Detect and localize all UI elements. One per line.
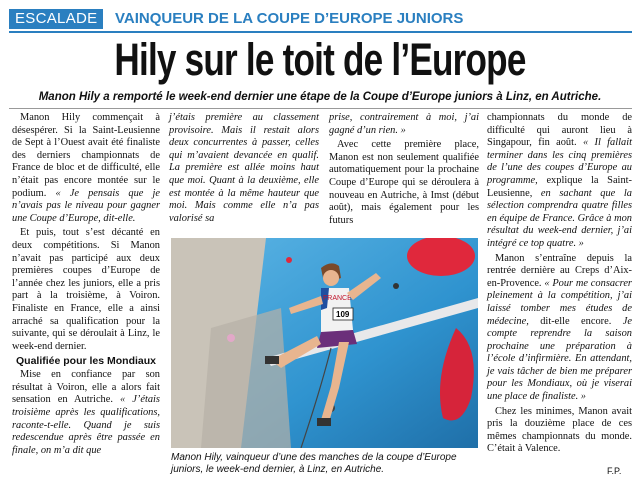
hold (227, 334, 235, 342)
right-shoe (317, 418, 331, 426)
section-header (9, 9, 632, 33)
photo-caption: Manon Hily, vainqueur d’une des manches de la coupe d’Europe juniors, le week-end dernier, à Linz, en Autriche. (171, 452, 457, 475)
headline: Hily sur le toit de l’Europe (114, 34, 526, 85)
head (323, 270, 339, 286)
climbing-photo (171, 238, 478, 448)
bib-number: 109 (336, 310, 350, 319)
hold (286, 257, 292, 263)
paragraph: Manon Hily commençait à désespérer. Si la Saint-Leusienne de Sept à l’Ouest avait été finaliste des derniers championnats de France de bloc et de difficulté, elle n’était pas encore montée sur le podium. « Je pensais que je n’avais pas le niveau pour gagner une Coupe d’Europe, dit-elle. (12, 112, 160, 224)
author-signature: F.P. (607, 466, 622, 476)
paragraph: j’étais première au classement provisoire. Mais il restait alors deux concurrentes à passer, celles qui m’avaient devancée en qualif. La première est allée moins haut que moi. Quant à la deuxième, elle est montée à la même hauteur que moi. Mais comme elle n’a pas valorisé sa (169, 112, 319, 224)
column-4 (487, 112, 632, 458)
column-3 (329, 112, 479, 229)
paragraph: Avec cette première place, Manon est non seulement qualifiée automatiquement pour la prochaine Coupe d’Europe qui se déroulera à nouveau en Autriche, à Imst (début août), mais également pour les futurs (329, 139, 479, 226)
paragraph: prise, contrairement à moi, j’ai gagné d’un rien. » (329, 112, 479, 136)
paragraph: Et puis, tout s’est décanté en deux compétitions. Si Manon n’avait pas participé aux deux premières coupes d’Europe de l’année chez les juniors, elle a pris part à la troisième, à Voiron. Finaliste en France, elle a ainsi arraché sa qualification pour la suivante, qui se déroulait à Linz, le week-end dernier. (12, 227, 160, 352)
climber-illustration (171, 238, 478, 448)
jersey-text: FRANCE (323, 295, 352, 302)
section-tag: ESCALADE (9, 9, 103, 29)
paragraph: Chez les minimes, Manon avait pris la douzième place de ces mêmes championnats du monde. C’était à Valence. (487, 405, 632, 455)
hold (393, 283, 399, 289)
kicker: VAINQUEUR DE LA COUPE D’EUROPE JUNIORS (115, 10, 464, 27)
lead-paragraph: Manon Hily a remporté le week-end dernier une étape de la Coupe d’Europe juniors à Linz, en Autriche. (38, 91, 602, 103)
left-shoe (265, 356, 279, 364)
wall-panel (201, 308, 291, 448)
column-2 (169, 112, 319, 227)
paragraph: championnats du monde de difficulté qui auront lieu à Singapour, fin août. « Il fallait terminer dans les cinq premières de l’une des coupes d’Europe au programme, explique la Saint-Leusienne, en sachant que la sélection comprendra quatre filles en équipe de France. Grâce à mon résultat du week-end dernier, j’ai intégré ce top quatre. » (487, 112, 632, 249)
paragraph: Manon s’entraîne depuis la rentrée dernière au Creps d’Aix-en-Provence. « Pour me consacrer pleinement à la compétition, j’ai laissé tomber mes études de médecine, dit-elle encore. Je compte reprendre la saison prochaine une préparation à l’école d’infirmière. En attendant, je vais tâcher de bien me préparer pour les Mondiaux, où je viserai une place de finaliste. » (487, 252, 632, 403)
divider (9, 108, 632, 109)
paragraph: Mise en confiance par son résultat à Voiron, elle a alors fait sensation en Autriche. « J’étais troisième après les qualifications, raconte-t-elle. Quand je suis redescendue après être passée en finale, on m’a dit que (12, 369, 160, 456)
column-1 (12, 112, 160, 459)
subheading: Qualifiée pour les Mondiaux (15, 355, 157, 368)
